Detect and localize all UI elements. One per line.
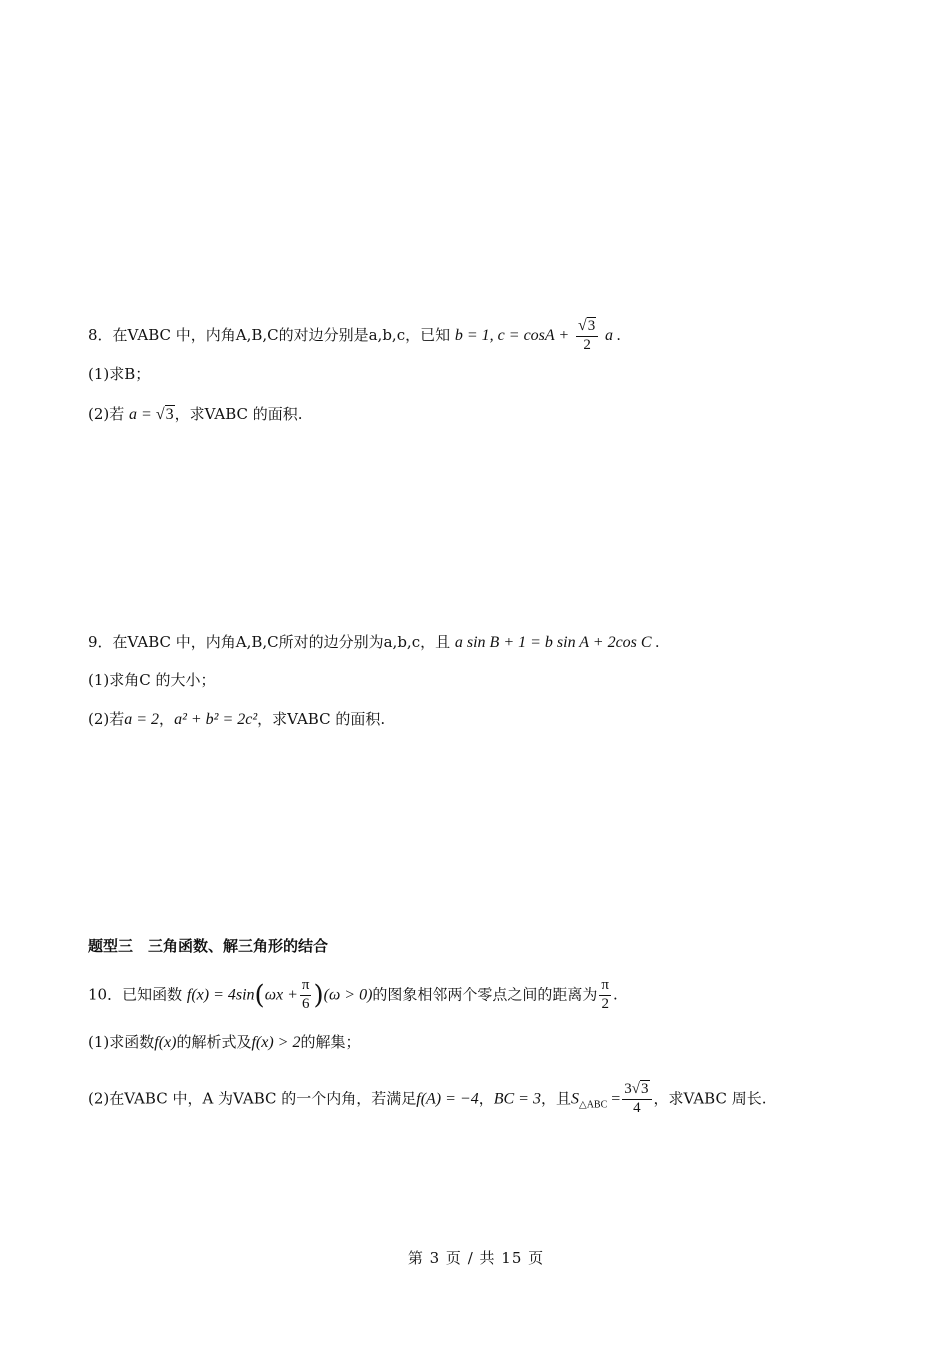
q10-part-1-mid: 的解析式及 xyxy=(176,1033,252,1051)
q10-distance-fraction xyxy=(599,978,611,1013)
q9-intro: 9．在VABC 中，内角A,B,C所对的边分别为a,b,c，且 xyxy=(88,633,451,651)
q10-part-2-area-symbol: S xyxy=(571,1090,579,1108)
q10-part-1-fx: f(x) xyxy=(154,1034,177,1051)
q10-dist-denominator: 2 xyxy=(601,995,609,1012)
section-heading: 题型三 三角函数、解三角形的结合 xyxy=(88,937,329,955)
q10-part-1 xyxy=(88,1032,360,1053)
q9-condition: a sin B + 1 = b sin A + 2cos C . xyxy=(454,634,660,651)
page-footer: 第 3 页 / 共 15 页 xyxy=(407,1249,545,1267)
q9-part-2-sep: ， xyxy=(159,710,175,728)
q10-left-paren: ( xyxy=(254,980,265,1011)
q8-frac-numerator: 3 xyxy=(587,318,596,334)
q8-condition-left: b = 1, c = cosA + xyxy=(454,326,570,344)
q10-arg-denominator: 6 xyxy=(301,995,310,1012)
question-9-statement xyxy=(88,632,660,653)
q10-area-radicand: 3 xyxy=(641,1081,649,1097)
q10-part-2-bc: BC = 3 xyxy=(493,1090,541,1108)
q10-part-2-sep2: ，且 xyxy=(540,1089,571,1108)
q10-omega-condition: (ω > 0) xyxy=(323,986,373,1004)
q10-part-2 xyxy=(88,1082,767,1117)
q10-area-coefficient: 3 xyxy=(624,1081,632,1097)
q10-function: f(x) = 4sin xyxy=(186,986,255,1004)
q8-part-2-var: a = xyxy=(129,406,156,423)
q10-area-fraction: $\frac{3√3}{4}$ xyxy=(622,1082,651,1117)
q10-part-2-fA: f(A) = −4 xyxy=(416,1090,479,1108)
q8-fraction: $\frac{√3}{2}$ xyxy=(576,318,598,354)
q10-part-2-area-subscript: △ABC xyxy=(579,1099,608,1111)
q10-arg-numerator: π xyxy=(300,978,312,996)
q10-part-1-prefix: (1)求函数 xyxy=(88,1033,155,1051)
q8-part-2-prefix: (2)若 xyxy=(88,405,125,423)
q10-part-2-suffix: ，求VABC 周长. xyxy=(653,1089,767,1108)
q8-part-2: (2)若 a = √3，求VABC 的面积. xyxy=(88,405,303,423)
q9-part-2 xyxy=(88,709,385,730)
q10-dist-numerator: π xyxy=(599,978,611,996)
q10-part-2-prefix: (2)在VABC 中，A 为VABC 的一个内角，若满足 xyxy=(88,1089,417,1108)
q10-arg-left: ωx + xyxy=(264,986,298,1004)
q8-frac-denominator: 2 xyxy=(583,336,591,353)
q10-part-2-sep1: ， xyxy=(478,1089,494,1108)
q10-part-2-equals: = xyxy=(607,1090,621,1108)
question-10-statement xyxy=(88,978,618,1013)
q9-part-2-equation: a² + b² = 2c² xyxy=(174,711,258,728)
q8-condition-right: a . xyxy=(605,326,622,344)
q9-part-2-prefix: (2)若 xyxy=(88,710,125,728)
q10-intro: 10．已知函数 xyxy=(88,985,183,1004)
q9-part-2-a: a = 2 xyxy=(124,711,160,728)
q10-part-1-suffix: 的解集； xyxy=(300,1033,361,1051)
q10-area-denominator: 4 xyxy=(633,1099,641,1116)
q8-part-1: (1)求B； xyxy=(88,365,151,383)
q10-part-1-inequality: f(x) > 2 xyxy=(251,1034,301,1051)
q9-part-1: (1)求角C 的大小； xyxy=(88,671,216,689)
question-8-statement xyxy=(88,318,621,354)
q8-intro: 8．在VABC 中，内角A,B,C的对边分别是a,b,c，已知 xyxy=(88,325,451,344)
q10-end: . xyxy=(612,985,618,1004)
q9-part-2-suffix: ，求VABC 的面积. xyxy=(257,710,386,728)
q8-part-2-radicand: 3 xyxy=(165,406,174,423)
q10-middle-text: 的图象相邻两个零点之间的距离为 xyxy=(372,985,598,1004)
q8-part-2-suffix: ，求VABC 的面积. xyxy=(174,405,303,423)
q10-arg-fraction xyxy=(300,978,312,1013)
q10-right-paren: ) xyxy=(313,980,324,1011)
